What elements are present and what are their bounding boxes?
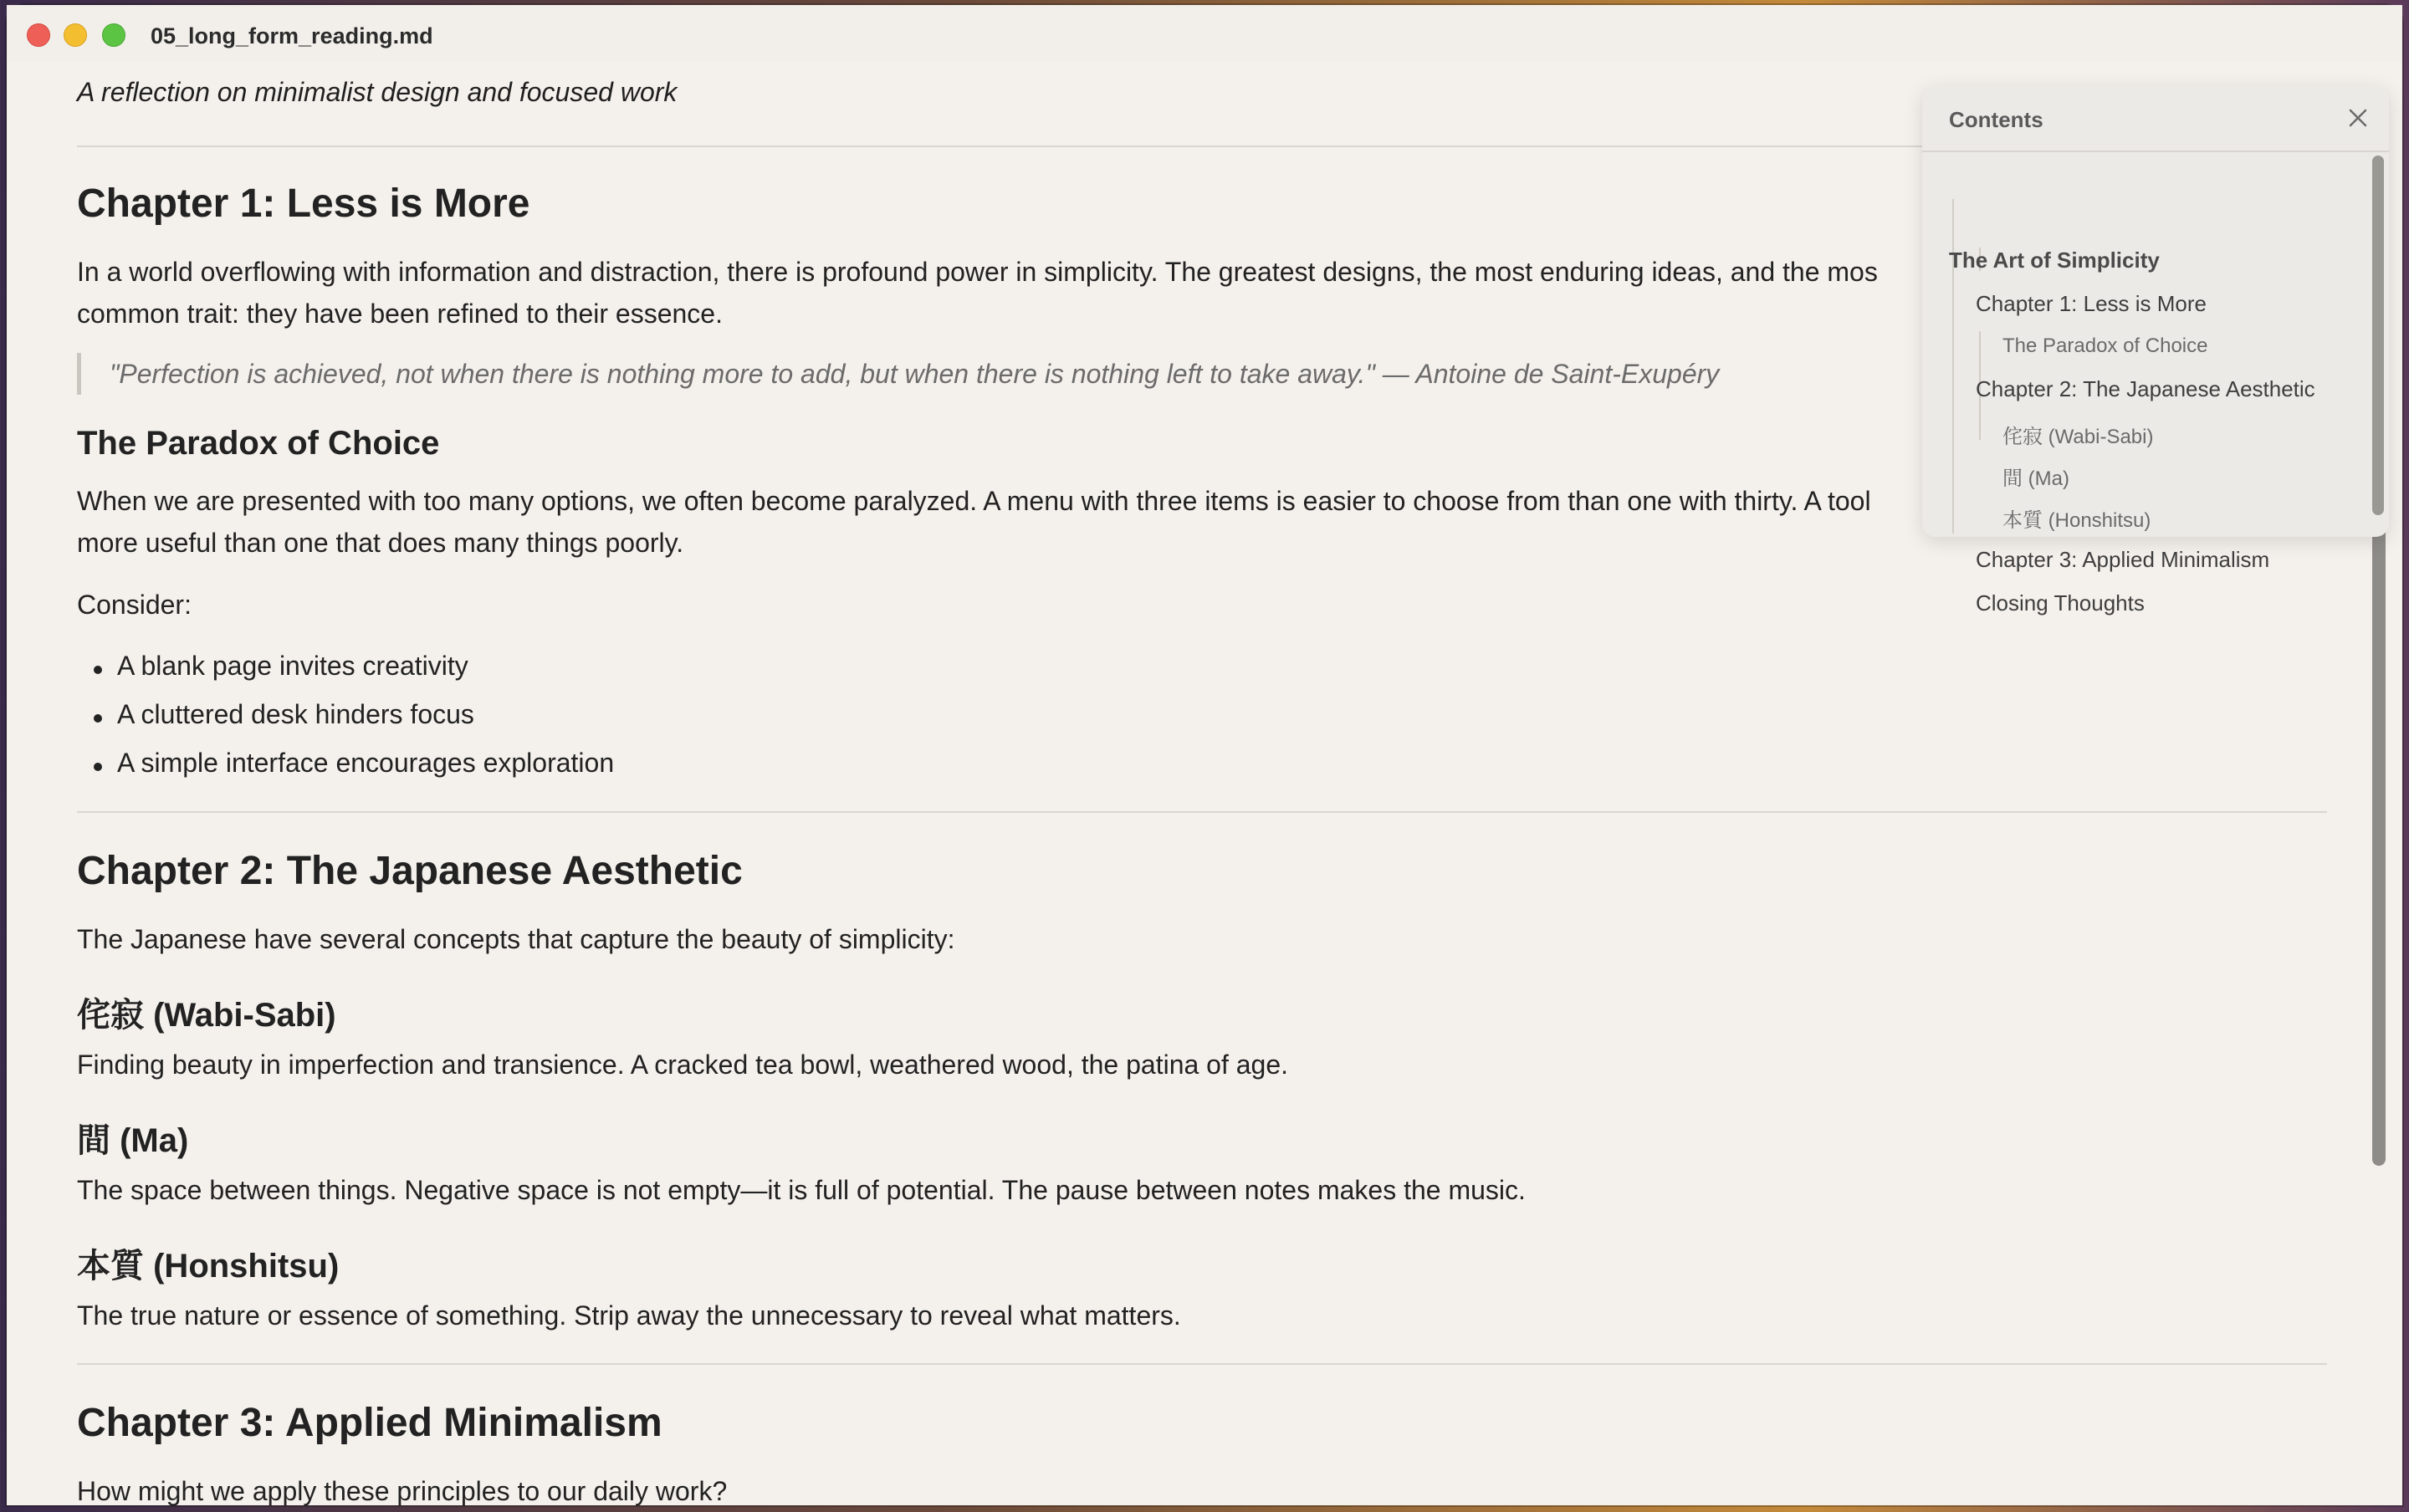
paragraph-line: more useful than one that does many things poorly. [77, 528, 684, 558]
paragraph-line: The space between things. Negative space is not empty—it is full of potential. The pause between notes makes the music. [77, 1175, 1526, 1205]
blockquote: "Perfection is achieved, not when there is nothing more to add, but when there is nothing left to take away." — Antoine de Saint-Exupéry [77, 353, 1719, 395]
zoom-window-button[interactable] [102, 23, 125, 47]
title-bar [7, 5, 2402, 62]
paragraph-line: common trait: they have been refined to their essence. [77, 299, 723, 329]
heading-honshitsu: 本質 (Honshitsu) [77, 1248, 340, 1285]
toc-item-wabi-sabi[interactable]: 侘寂 (Wabi-Sabi) [2002, 426, 2154, 448]
toc-item-chapter-3[interactable]: Chapter 3: Applied Minimalism [1976, 547, 2270, 572]
heading-wabi-sabi: 侘寂 (Wabi-Sabi) [77, 997, 336, 1034]
heading-chapter-1: Chapter 1: Less is More [77, 181, 530, 226]
toc-item-honshitsu[interactable]: 本質 (Honshitsu) [2002, 509, 2151, 532]
divider [1922, 151, 2389, 152]
consider-label: Consider: [77, 590, 192, 620]
contents-panel [1922, 85, 2389, 616]
close-icon[interactable] [2344, 104, 2372, 132]
close-window-button[interactable] [27, 23, 50, 47]
toc-item-art-of-simplicity[interactable]: The Art of Simplicity [1949, 248, 2160, 273]
heading-ma: 間 (Ma) [77, 1122, 189, 1159]
contents-scrollbar[interactable] [2372, 156, 2384, 515]
list-item-text: A blank page invites creativity [117, 651, 468, 681]
heading-paradox-of-choice: The Paradox of Choice [77, 425, 440, 462]
paragraph-line: Finding beauty in imperfection and transience. A cracked tea bowl, weathered wood, the patina of age. [77, 1050, 1289, 1080]
paragraph-line: In a world overflowing with information and distraction, there is profound power in simplicity. The greatest designs, the most enduring ideas, and the mos [77, 257, 1878, 287]
heading-chapter-2: Chapter 2: The Japanese Aesthetic [77, 849, 743, 893]
toc-item-ma[interactable]: 間 (Ma) [2002, 467, 2069, 490]
minimize-window-button[interactable] [64, 23, 87, 47]
paragraph-line: The Japanese have several concepts that capture the beauty of simplicity: [77, 924, 955, 954]
toc-item-closing-thoughts[interactable]: Closing Thoughts [1976, 590, 2145, 616]
contents-title: Contents [1949, 107, 2043, 132]
paragraph-line: The true nature or essence of something. Strip away the unnecessary to reveal what matters. [77, 1300, 1181, 1331]
toc-item-paradox-of-choice[interactable]: The Paradox of Choice [2002, 335, 2208, 357]
toc-item-chapter-1[interactable]: Chapter 1: Less is More [1976, 291, 2207, 316]
paragraph-line: When we are presented with too many options, we often become paralyzed. A menu with three items is easier to choose from than one with thirty. A tool [77, 486, 1871, 516]
heading-chapter-3: Chapter 3: Applied Minimalism [77, 1401, 662, 1445]
window-title: 05_long_form_reading.md [151, 23, 433, 49]
app-window [7, 5, 2402, 1505]
list-item-text: A cluttered desk hinders focus [117, 699, 474, 729]
contents-header [1922, 85, 2389, 151]
divider [77, 811, 2327, 813]
paragraph-line: How might we apply these principles to our daily work? [77, 1476, 728, 1506]
toc-item-chapter-2[interactable]: Chapter 2: The Japanese Aesthetic [1976, 376, 2315, 401]
document-subtitle: A reflection on minimalist design and focused work [77, 77, 678, 107]
list-item-text: A simple interface encourages exploration [117, 748, 615, 778]
divider [77, 1363, 2327, 1365]
